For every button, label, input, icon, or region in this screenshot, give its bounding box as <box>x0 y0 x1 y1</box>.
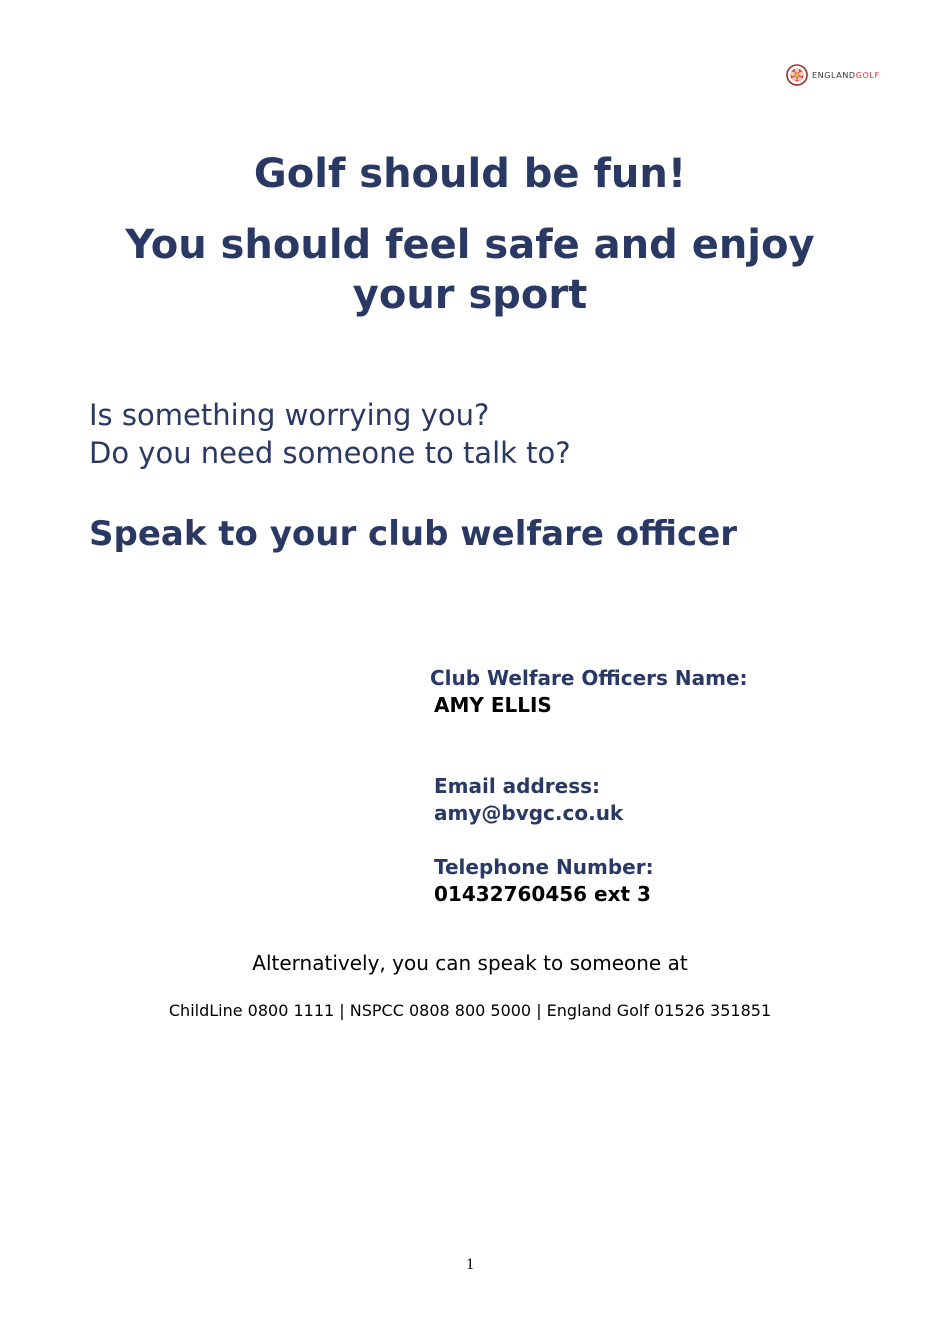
england-golf-rose-icon <box>786 64 808 86</box>
logo-wordmark <box>812 71 880 80</box>
headline-safe: You should feel safe and enjoy your sport <box>125 222 815 318</box>
alternative-text: Alternatively, you can speak to someone at <box>252 951 688 975</box>
officer-name-value: AMY ELLIS <box>434 693 552 717</box>
question-talk: Do you need someone to talk to? <box>89 436 571 470</box>
telephone-value: 01432760456 ext 3 <box>434 882 651 906</box>
logo-text-accent: GOLF <box>855 70 880 80</box>
helpline-contacts: ChildLine 0800 1111 | NSPCC 0808 800 5000 | England Golf 01526 351851 <box>168 1001 772 1020</box>
england-golf-logo <box>786 64 880 86</box>
headline-fun: Golf should be fun! <box>253 151 687 197</box>
logo-text-main: ENGLAND <box>812 70 856 80</box>
page-number: 1 <box>466 1256 474 1273</box>
question-worrying: Is something worrying you? <box>89 398 490 432</box>
email-label: Email address: <box>434 774 601 798</box>
call-to-action: Speak to your club welfare officer <box>89 514 738 554</box>
email-value: amy@bvgc.co.uk <box>434 801 624 825</box>
telephone-label: Telephone Number: <box>434 855 654 879</box>
officer-name-label: Club Welfare Officers Name: <box>430 666 748 690</box>
